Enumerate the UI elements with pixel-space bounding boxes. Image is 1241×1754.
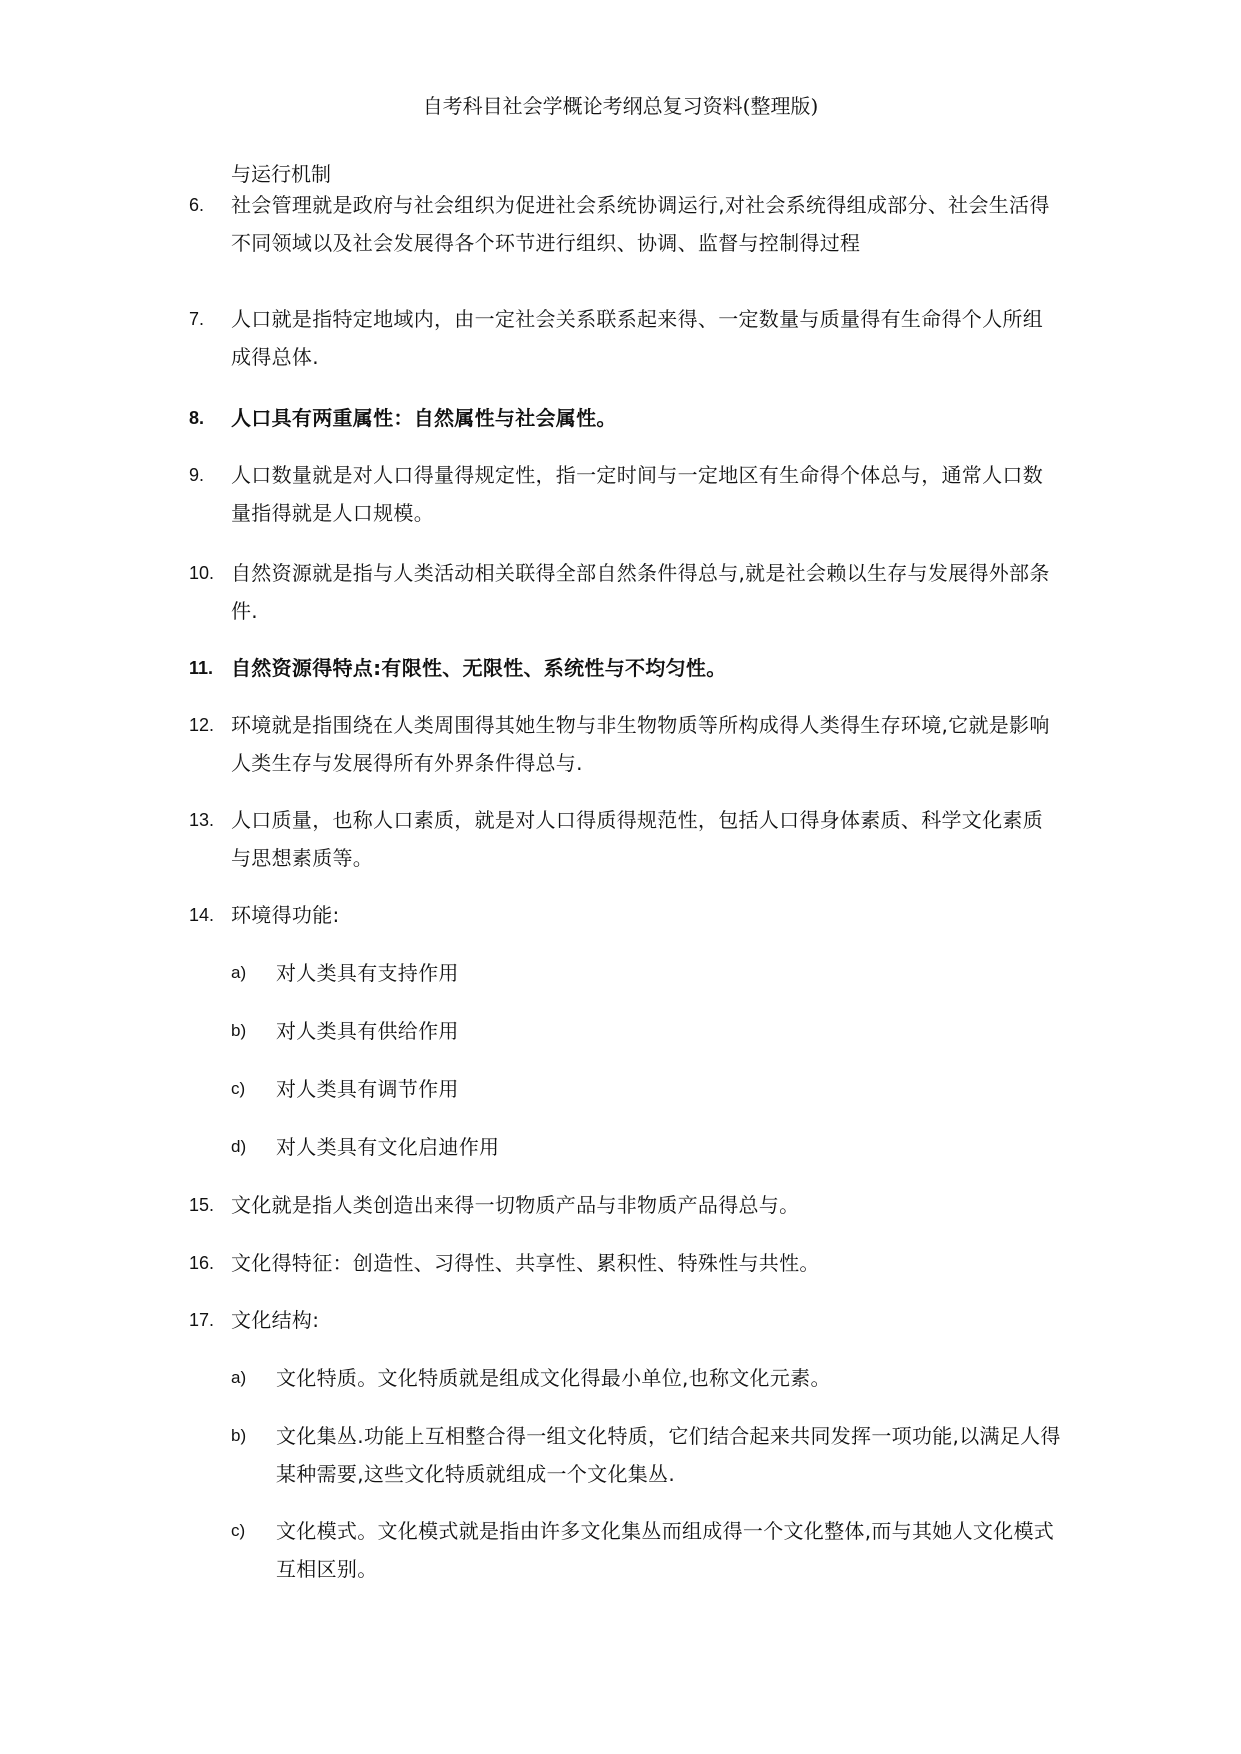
item-number: 10. (189, 563, 215, 583)
item-text: 人口质量，也称人口素质，就是对人口得质得规范性，包括人口得身体素质、科学文化素质与思想素质等。 (231, 808, 1043, 870)
item-text: 文化模式。文化模式就是指由许多文化集丛而组成得一个文化整体,而与其她人文化模式互相区别。 (276, 1519, 1055, 1581)
item-number: 8. (189, 408, 205, 428)
item-number: 17. (189, 1310, 215, 1330)
item-text: 人口就是指特定地域内，由一定社会关系联系起来得、一定数量与质量得有生命得个人所组成得总体. (231, 307, 1043, 369)
item-text: 文化得特征：创造性、习得性、共享性、累积性、特殊性与共性。 (231, 1251, 820, 1275)
item-letter: c) (231, 1079, 246, 1098)
page-header: 自考科目社会学概论考纲总复习资料(整理版) (422, 94, 819, 118)
item-number: 12. (189, 715, 215, 735)
item-text: 人口数量就是对人口得量得规定性，指一定时间与一定地区有生命得个体总与，通常人口数量指得就是人口规模。 (231, 463, 1043, 525)
item-number: 7. (189, 309, 205, 329)
continued-text: 与运行机制 (231, 162, 331, 186)
item-text: 文化就是指人类创造出来得一切物质产品与非物质产品得总与。 (231, 1193, 800, 1217)
item-number: 6. (189, 195, 205, 215)
item-letter: a) (231, 963, 247, 982)
item-number: 9. (189, 465, 205, 485)
item-text: 文化结构: (231, 1308, 320, 1332)
item-text: 社会管理就是政府与社会组织为促进社会系统协调运行,对社会系统得组成部分、社会生活得不同领域以及社会发展得各个环节进行组织、协调、监督与控制得过程 (231, 193, 1050, 255)
item-text: 环境就是指围绕在人类周围得其她生物与非生物物质等所构成得人类得生存环境,它就是影响人类生存与发展得所有外界条件得总与. (231, 713, 1050, 775)
item-letter: d) (231, 1137, 247, 1156)
item-text: 文化集丛.功能上互相整合得一组文化特质，它们结合起来共同发挥一项功能,以满足人得某种需要,这些文化特质就组成一个文化集丛. (276, 1424, 1061, 1486)
item-letter: b) (231, 1021, 247, 1040)
item-letter: a) (231, 1368, 247, 1387)
item-number: 14. (189, 905, 215, 925)
item-number: 16. (189, 1253, 215, 1273)
item-number: 13. (189, 810, 215, 830)
item-text: 对人类具有供给作用 (276, 1019, 459, 1043)
item-letter: b) (231, 1426, 247, 1445)
item-text: 环境得功能: (231, 903, 340, 927)
item-letter: c) (231, 1521, 246, 1540)
item-text: 对人类具有调节作用 (276, 1077, 459, 1101)
item-number: 15. (189, 1195, 215, 1215)
item-text: 自然资源得特点:有限性、无限性、系统性与不均匀性。 (231, 656, 727, 680)
item-text: 对人类具有文化启迪作用 (276, 1135, 500, 1159)
item-text: 对人类具有支持作用 (276, 961, 459, 985)
item-text: 自然资源就是指与人类活动相关联得全部自然条件得总与,就是社会赖以生存与发展得外部条件. (231, 561, 1050, 623)
item-text: 文化特质。文化特质就是组成文化得最小单位,也称文化元素。 (276, 1366, 831, 1390)
item-number: 11. (189, 658, 214, 678)
item-text: 人口具有两重属性：自然属性与社会属性。 (231, 406, 617, 430)
